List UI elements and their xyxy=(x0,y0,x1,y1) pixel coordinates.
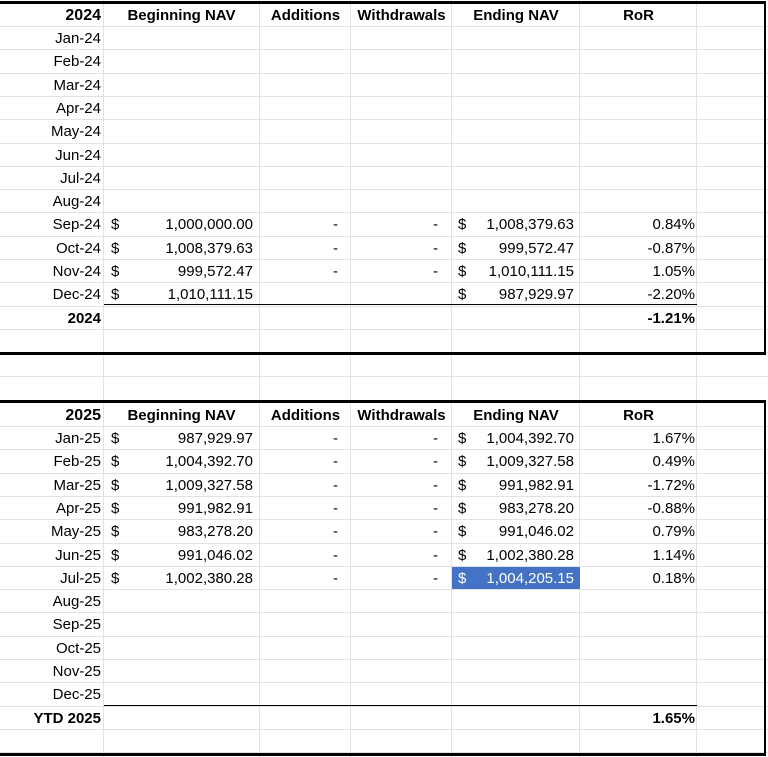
currency-symbol[interactable]: $ xyxy=(458,547,467,564)
total-row xyxy=(0,307,768,330)
withdrawals-cell[interactable] xyxy=(352,190,438,213)
additions-cell[interactable]: - xyxy=(333,500,338,517)
additions-cell[interactable] xyxy=(262,167,338,190)
ending-nav-cell[interactable]: 999,572.47 xyxy=(498,240,574,257)
ending-nav-cell[interactable]: 1,008,379.63 xyxy=(486,216,574,233)
table-row xyxy=(0,144,768,167)
additions-cell[interactable] xyxy=(262,190,338,213)
ending-nav-cell[interactable] xyxy=(458,660,574,683)
beginning-nav-cell[interactable]: 1,009,327.58 xyxy=(165,477,253,494)
additions-cell[interactable]: - xyxy=(333,430,338,447)
withdrawals-cell[interactable] xyxy=(352,74,438,97)
withdrawals-cell[interactable]: - xyxy=(433,430,438,447)
beginning-nav-cell[interactable] xyxy=(112,637,253,660)
beginning-nav-cell[interactable]: 1,004,392.70 xyxy=(165,453,253,470)
table-row xyxy=(0,544,768,567)
table-row xyxy=(0,120,768,143)
ror-cell[interactable] xyxy=(582,660,695,683)
ending-nav-cell[interactable]: 991,982.91 xyxy=(498,477,574,494)
currency-symbol[interactable]: $ xyxy=(111,286,120,303)
month-label[interactable]: Feb-25 xyxy=(53,453,101,470)
ending-nav-cell[interactable] xyxy=(458,74,574,97)
ror-cell[interactable]: 0.84% xyxy=(652,216,695,233)
currency-symbol[interactable]: $ xyxy=(458,430,467,447)
month-label[interactable]: Apr-25 xyxy=(55,500,101,517)
ror-cell[interactable]: 1.14% xyxy=(652,547,695,564)
ror-cell[interactable] xyxy=(582,27,695,50)
currency-symbol[interactable]: $ xyxy=(458,263,467,280)
total-row xyxy=(0,707,768,730)
withdrawals-cell[interactable] xyxy=(352,660,438,683)
header-withdrawals[interactable]: Withdrawals xyxy=(357,407,446,424)
ending-nav-cell[interactable] xyxy=(458,590,574,613)
table-row xyxy=(0,683,768,706)
beginning-nav-cell[interactable]: 991,046.02 xyxy=(177,547,253,564)
ror-cell[interactable]: 0.79% xyxy=(652,523,695,540)
currency-symbol[interactable]: $ xyxy=(111,216,120,233)
table-row xyxy=(0,520,768,543)
beginning-nav-cell[interactable] xyxy=(112,660,253,683)
beginning-nav-cell[interactable] xyxy=(112,190,253,213)
table-row xyxy=(0,50,768,73)
currency-symbol[interactable]: $ xyxy=(111,263,120,280)
withdrawals-cell[interactable]: - xyxy=(433,477,438,494)
ending-nav-cell[interactable]: 991,046.02 xyxy=(498,523,574,540)
ending-nav-cell[interactable] xyxy=(458,613,574,636)
withdrawals-cell[interactable] xyxy=(352,50,438,73)
month-label[interactable]: Sep-24 xyxy=(52,216,101,233)
ror-cell[interactable] xyxy=(582,590,695,613)
beginning-nav-cell[interactable]: 1,002,380.28 xyxy=(165,570,253,587)
additions-cell[interactable]: - xyxy=(333,240,338,257)
withdrawals-cell[interactable] xyxy=(352,120,438,143)
month-label[interactable]: Oct-24 xyxy=(55,240,101,257)
additions-cell[interactable]: - xyxy=(333,477,338,494)
additions-cell[interactable]: - xyxy=(333,547,338,564)
ending-nav-cell[interactable]: 1,004,205.15 xyxy=(486,570,574,587)
currency-symbol[interactable]: $ xyxy=(111,430,120,447)
ror-cell[interactable]: -2.20% xyxy=(647,286,695,303)
beginning-nav-cell[interactable] xyxy=(112,683,253,706)
header-row xyxy=(0,4,768,27)
table-row xyxy=(0,613,768,636)
additions-cell[interactable] xyxy=(262,637,338,660)
currency-symbol[interactable]: $ xyxy=(111,523,120,540)
withdrawals-cell[interactable] xyxy=(352,27,438,50)
additions-cell[interactable]: - xyxy=(333,263,338,280)
beginning-nav-cell[interactable] xyxy=(112,120,253,143)
table-row xyxy=(0,260,768,283)
additions-cell[interactable] xyxy=(262,120,338,143)
ror-cell[interactable]: 0.49% xyxy=(652,453,695,470)
month-label[interactable]: Apr-24 xyxy=(55,100,101,117)
currency-symbol[interactable]: $ xyxy=(458,216,467,233)
month-label[interactable]: Sep-25 xyxy=(52,616,101,633)
ending-nav-cell[interactable] xyxy=(458,683,574,706)
currency-symbol[interactable]: $ xyxy=(111,477,120,494)
table-row xyxy=(0,450,768,473)
withdrawals-cell[interactable] xyxy=(352,637,438,660)
withdrawals-cell[interactable]: - xyxy=(433,570,438,587)
currency-symbol[interactable]: $ xyxy=(458,286,467,303)
additions-cell[interactable] xyxy=(262,660,338,683)
additions-cell[interactable]: - xyxy=(333,216,338,233)
header-additions[interactable]: Additions xyxy=(270,407,341,424)
month-label[interactable]: Aug-24 xyxy=(52,193,101,210)
month-label[interactable]: Jul-24 xyxy=(60,170,101,187)
ror-cell[interactable] xyxy=(582,167,695,190)
withdrawals-cell[interactable] xyxy=(352,683,438,706)
table-row xyxy=(0,497,768,520)
year-label[interactable]: 2024 xyxy=(65,7,101,24)
ror-cell[interactable] xyxy=(582,637,695,660)
ending-nav-cell[interactable] xyxy=(458,637,574,660)
beginning-nav-cell[interactable]: 999,572.47 xyxy=(177,263,253,280)
month-label[interactable]: Jul-25 xyxy=(60,570,101,587)
beginning-nav-cell[interactable] xyxy=(112,74,253,97)
month-label[interactable]: Dec-25 xyxy=(52,686,101,703)
month-label[interactable]: Jan-24 xyxy=(55,30,101,47)
ror-cell[interactable]: -1.72% xyxy=(647,477,695,494)
ending-nav-cell[interactable] xyxy=(458,50,574,73)
additions-cell[interactable] xyxy=(262,27,338,50)
ending-nav-cell[interactable] xyxy=(458,97,574,120)
ror-cell[interactable] xyxy=(582,50,695,73)
table-row xyxy=(0,74,768,97)
header-ror[interactable]: RoR xyxy=(623,7,654,24)
month-label[interactable]: Mar-25 xyxy=(53,477,101,494)
currency-symbol[interactable]: $ xyxy=(458,453,467,470)
additions-cell[interactable]: - xyxy=(333,523,338,540)
ror-cell[interactable]: 1.05% xyxy=(652,263,695,280)
month-label[interactable]: Jun-25 xyxy=(55,547,101,564)
withdrawals-cell[interactable]: - xyxy=(433,263,438,280)
month-label[interactable]: Nov-24 xyxy=(52,263,101,280)
additions-cell[interactable]: - xyxy=(333,570,338,587)
month-label[interactable]: Jan-25 xyxy=(55,430,101,447)
withdrawals-cell[interactable]: - xyxy=(433,216,438,233)
ending-nav-cell[interactable]: 1,004,392.70 xyxy=(486,430,574,447)
ror-cell[interactable] xyxy=(582,613,695,636)
month-label[interactable]: Nov-25 xyxy=(52,663,101,680)
header-beginning-nav[interactable]: Beginning NAV xyxy=(127,407,236,424)
month-label[interactable]: Aug-25 xyxy=(52,593,101,610)
ror-cell[interactable] xyxy=(582,97,695,120)
month-label[interactable]: Jun-24 xyxy=(55,147,101,164)
total-label[interactable]: 2024 xyxy=(67,310,101,327)
additions-cell[interactable] xyxy=(262,144,338,167)
table-row xyxy=(0,427,768,450)
ending-nav-cell[interactable] xyxy=(458,190,574,213)
header-row xyxy=(0,404,768,427)
table-row xyxy=(0,660,768,683)
withdrawals-cell[interactable] xyxy=(352,167,438,190)
beginning-nav-cell[interactable] xyxy=(112,590,253,613)
ror-cell[interactable]: 1.67% xyxy=(652,430,695,447)
gridline xyxy=(0,376,768,377)
month-label[interactable]: Oct-25 xyxy=(55,640,101,657)
additions-cell[interactable] xyxy=(262,74,338,97)
currency-symbol[interactable]: $ xyxy=(458,240,467,257)
table-row xyxy=(0,27,768,50)
month-label[interactable]: May-24 xyxy=(50,123,101,140)
additions-cell[interactable]: - xyxy=(333,453,338,470)
table-row xyxy=(0,283,768,306)
header-ending-nav[interactable]: Ending NAV xyxy=(473,407,559,424)
additions-cell[interactable] xyxy=(262,683,338,706)
currency-symbol[interactable]: $ xyxy=(458,500,467,517)
ending-nav-cell[interactable]: 987,929.97 xyxy=(498,286,574,303)
currency-symbol[interactable]: $ xyxy=(111,453,120,470)
ending-nav-cell[interactable]: 1,009,327.58 xyxy=(486,453,574,470)
table-row xyxy=(0,167,768,190)
ending-nav-cell[interactable] xyxy=(458,167,574,190)
year-label[interactable]: 2025 xyxy=(65,407,101,424)
beginning-nav-cell[interactable]: 983,278.20 xyxy=(177,523,253,540)
withdrawals-cell[interactable]: - xyxy=(433,523,438,540)
ror-cell[interactable] xyxy=(582,120,695,143)
month-label[interactable]: Dec-24 xyxy=(52,286,101,303)
beginning-nav-cell[interactable] xyxy=(112,613,253,636)
withdrawals-cell[interactable]: - xyxy=(433,500,438,517)
currency-symbol[interactable]: $ xyxy=(111,240,120,257)
withdrawals-cell[interactable] xyxy=(352,590,438,613)
table-row xyxy=(0,237,768,260)
ending-nav-cell[interactable] xyxy=(458,120,574,143)
ending-nav-cell[interactable]: 1,002,380.28 xyxy=(486,547,574,564)
table-row xyxy=(0,590,768,613)
currency-symbol[interactable]: $ xyxy=(458,523,467,540)
currency-symbol[interactable]: $ xyxy=(458,477,467,494)
table-row xyxy=(0,637,768,660)
month-label[interactable]: Feb-24 xyxy=(53,53,101,70)
ror-cell[interactable]: -0.87% xyxy=(647,240,695,257)
ending-nav-cell[interactable] xyxy=(458,144,574,167)
ending-nav-cell[interactable] xyxy=(458,27,574,50)
beginning-nav-cell[interactable]: 1,010,111.15 xyxy=(167,286,253,303)
beginning-nav-cell[interactable] xyxy=(112,167,253,190)
withdrawals-cell[interactable] xyxy=(352,613,438,636)
beginning-nav-cell[interactable]: 987,929.97 xyxy=(177,430,253,447)
withdrawals-cell[interactable] xyxy=(352,283,438,306)
withdrawals-cell[interactable] xyxy=(352,97,438,120)
total-border xyxy=(104,304,697,305)
currency-symbol[interactable]: $ xyxy=(111,500,120,517)
withdrawals-cell[interactable]: - xyxy=(433,547,438,564)
additions-cell[interactable] xyxy=(262,283,338,306)
total-border xyxy=(104,705,697,706)
additions-cell[interactable] xyxy=(262,590,338,613)
ror-cell[interactable]: 0.18% xyxy=(652,570,695,587)
total-ror[interactable]: 1.65% xyxy=(652,710,695,727)
table-row xyxy=(0,97,768,120)
currency-symbol[interactable]: $ xyxy=(111,570,120,587)
withdrawals-cell[interactable]: - xyxy=(433,240,438,257)
total-ror[interactable]: -1.21% xyxy=(647,310,695,327)
currency-symbol[interactable]: $ xyxy=(111,547,120,564)
currency-symbol[interactable]: $ xyxy=(458,570,467,587)
header-withdrawals[interactable]: Withdrawals xyxy=(357,7,446,24)
ror-cell[interactable] xyxy=(582,683,695,706)
total-label[interactable]: YTD 2025 xyxy=(33,710,101,727)
table-row xyxy=(0,474,768,497)
table-row xyxy=(0,190,768,213)
beginning-nav-cell[interactable]: 1,000,000.00 xyxy=(165,216,253,233)
beginning-nav-cell[interactable] xyxy=(112,144,253,167)
additions-cell[interactable] xyxy=(262,50,338,73)
beginning-nav-cell[interactable] xyxy=(112,50,253,73)
ending-nav-cell[interactable]: 1,010,111.15 xyxy=(488,263,574,280)
month-label[interactable]: Mar-24 xyxy=(53,77,101,94)
beginning-nav-cell[interactable] xyxy=(112,27,253,50)
header-ror[interactable]: RoR xyxy=(623,407,654,424)
ror-cell[interactable] xyxy=(582,74,695,97)
withdrawals-cell[interactable] xyxy=(352,144,438,167)
ror-cell[interactable] xyxy=(582,190,695,213)
table-row xyxy=(0,567,768,590)
additions-cell[interactable] xyxy=(262,97,338,120)
additions-cell[interactable] xyxy=(262,613,338,636)
header-beginning-nav[interactable]: Beginning NAV xyxy=(127,7,236,24)
ror-cell[interactable]: -0.88% xyxy=(647,500,695,517)
withdrawals-cell[interactable]: - xyxy=(433,453,438,470)
table-row xyxy=(0,213,768,236)
month-label[interactable]: May-25 xyxy=(50,523,101,540)
ror-cell[interactable] xyxy=(582,144,695,167)
header-additions[interactable]: Additions xyxy=(270,7,341,24)
beginning-nav-cell[interactable] xyxy=(112,97,253,120)
ending-nav-cell[interactable]: 983,278.20 xyxy=(498,500,574,517)
beginning-nav-cell[interactable]: 991,982.91 xyxy=(177,500,253,517)
header-ending-nav[interactable]: Ending NAV xyxy=(473,7,559,24)
beginning-nav-cell[interactable]: 1,008,379.63 xyxy=(165,240,253,257)
